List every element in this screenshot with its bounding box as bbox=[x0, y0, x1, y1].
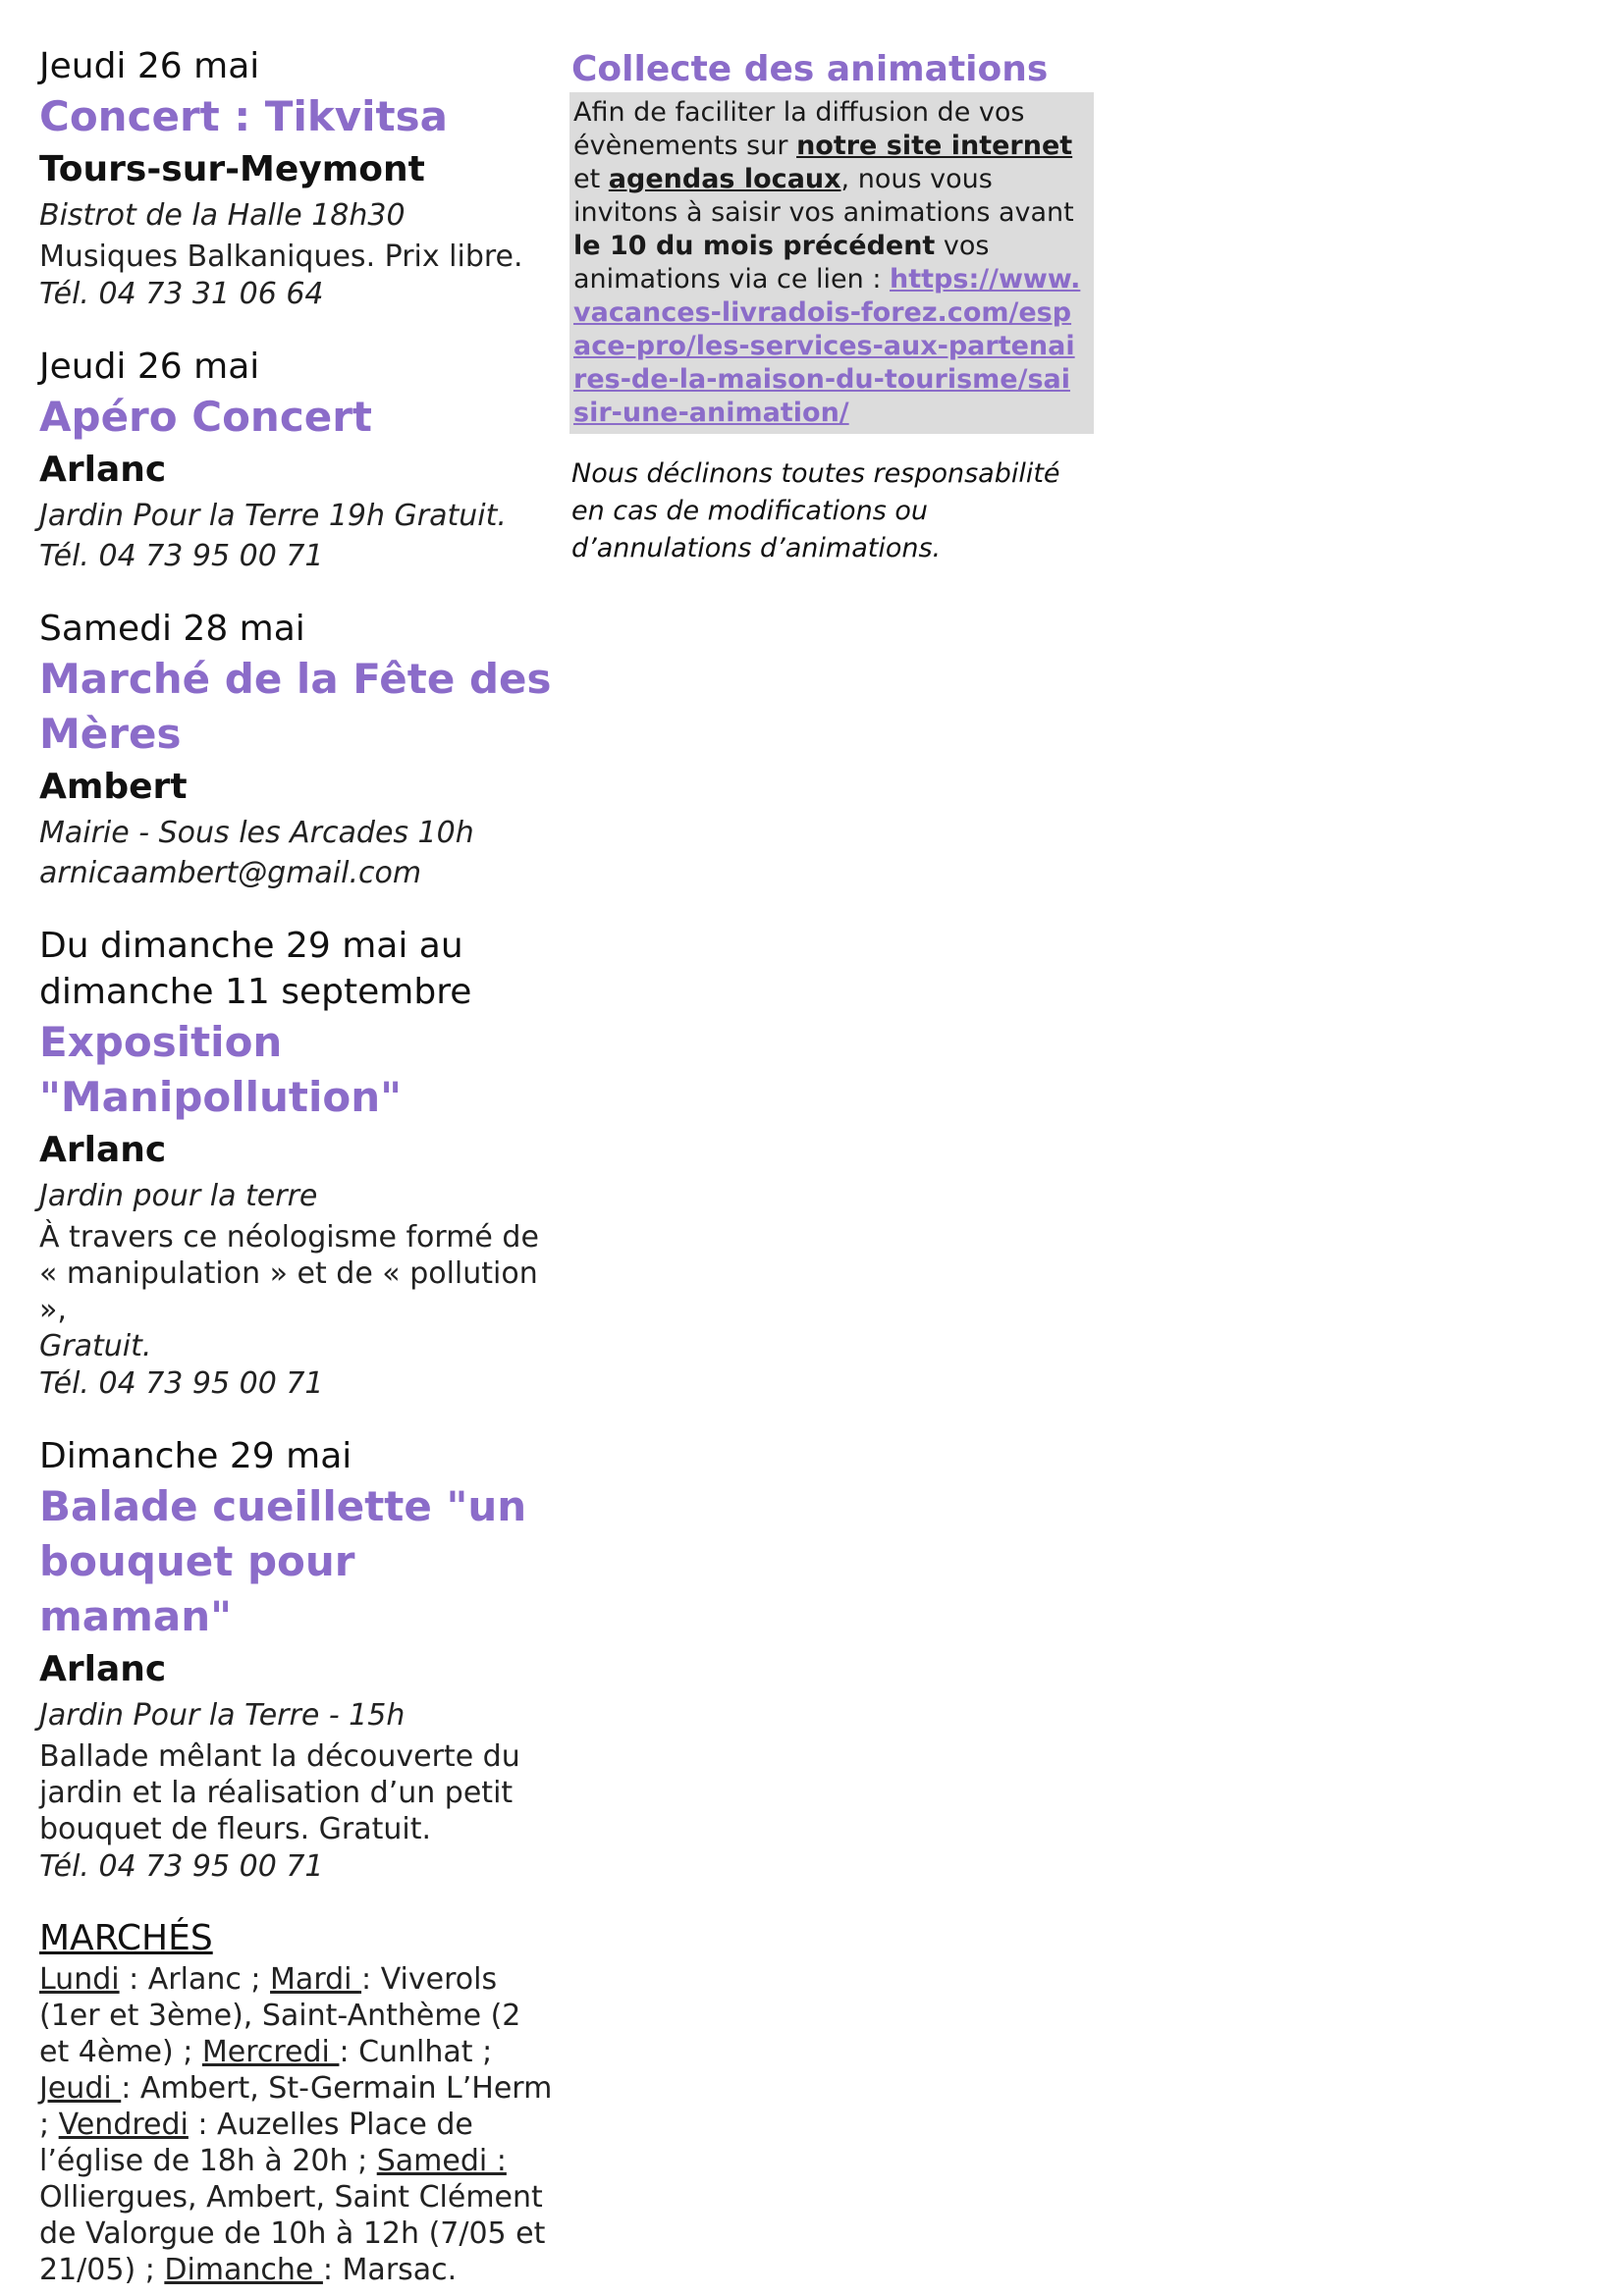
collect-text: , nous vous invitons à saisir vos animations avant bbox=[573, 164, 1074, 228]
market-day-friday: Vendredi bbox=[58, 2108, 189, 2142]
event-description: Ballade mêlant la découverte du jardin et la réalisation d’un petit bouquet de fleurs. Gratuit. bbox=[39, 1739, 520, 1846]
market-places-wednesday: : Cunlhat ; bbox=[339, 2035, 493, 2069]
event-item bbox=[39, 43, 560, 314]
event-phone: Tél. 04 73 95 00 71 bbox=[39, 1366, 324, 1401]
event-title: Concert : Tikvitsa bbox=[39, 92, 448, 140]
collect-text: vos animations via ce lien : bbox=[573, 231, 990, 294]
event-title: Balade cueillette "un bouquet pour maman" bbox=[39, 1482, 527, 1640]
event-date: Samedi 28 mai bbox=[39, 609, 305, 649]
market-places-thursday: : Ambert, St-Germain L’Herm ; bbox=[39, 2071, 553, 2142]
event-email[interactable]: arnicaambert@gmail.com bbox=[39, 856, 422, 890]
market-day-sunday: Dimanche bbox=[164, 2253, 323, 2287]
event-venue: Bistrot de la Halle 18h30 bbox=[39, 198, 406, 233]
events-column bbox=[39, 43, 560, 2288]
event-phone: Tél. 04 73 95 00 71 bbox=[39, 539, 324, 573]
event-item bbox=[39, 606, 560, 893]
event-location: Tours-sur-Meymont bbox=[39, 149, 425, 189]
event-venue: Jardin pour la terre bbox=[39, 1179, 318, 1213]
collect-box bbox=[569, 92, 1094, 434]
event-date: Du dimanche 29 mai au dimanche 11 septembre bbox=[39, 926, 472, 1012]
collect-text: et bbox=[573, 164, 609, 194]
event-location: Arlanc bbox=[39, 450, 167, 490]
event-venue: Mairie - Sous les Arcades 10h bbox=[39, 816, 474, 850]
markets-title: MARCHÉS bbox=[39, 1918, 213, 1958]
event-location: Arlanc bbox=[39, 1130, 167, 1170]
agendas-label: agendas locaux bbox=[608, 164, 841, 194]
event-date: Dimanche 29 mai bbox=[39, 1436, 352, 1476]
market-places-sunday: : Marsac. bbox=[322, 2253, 458, 2287]
event-title: Apéro Concert bbox=[39, 393, 372, 441]
event-phone: Tél. 04 73 95 00 71 bbox=[39, 1849, 324, 1884]
event-title: Marché de la Fête des Mères bbox=[39, 655, 552, 758]
info-column bbox=[571, 47, 1092, 567]
market-day-saturday: Samedi : bbox=[376, 2144, 507, 2178]
event-date: Jeudi 26 mai bbox=[39, 347, 260, 387]
market-day-tuesday: Mardi bbox=[270, 1962, 362, 1997]
market-day-monday: Lundi bbox=[39, 1962, 120, 1997]
event-venue: Jardin Pour la Terre - 15h bbox=[39, 1698, 406, 1733]
submit-event-link[interactable]: https://www.vacances-livradois-forez.com/espace-pro/les-services-aux-partenaires-de-la-maison-du-tourisme/saisir-une-animation/ bbox=[573, 264, 1081, 428]
market-day-thursday: Jeudi bbox=[39, 2071, 122, 2106]
event-description: Musiques Balkaniques. Prix libre. bbox=[39, 240, 523, 274]
collect-text: Afin de faciliter la diffusion de vos évènements sur bbox=[573, 97, 1025, 161]
disclaimer: Nous déclinons toutes responsabilité en cas de modifications ou d’annulations d’animations. bbox=[571, 458, 1060, 563]
event-location: Arlanc bbox=[39, 1649, 167, 1689]
event-date: Jeudi 26 mai bbox=[39, 46, 260, 86]
market-day-wednesday: Mercredi bbox=[201, 2035, 340, 2069]
market-places-tuesday: : Viverols (1er et 3ème), Saint-Anthème (2 et 4ème) ; bbox=[39, 1962, 521, 2069]
market-places-monday: : Arlanc ; bbox=[119, 1962, 271, 1997]
event-item bbox=[39, 1433, 560, 1887]
market-places-saturday: Olliergues, Ambert, Saint Clément de Valorgue de 10h à 12h (7/05 et 21/05) ; bbox=[39, 2180, 546, 2287]
event-phone: Tél. 04 73 31 06 64 bbox=[39, 277, 324, 311]
website-label: notre site internet bbox=[796, 131, 1073, 161]
event-item bbox=[39, 344, 560, 576]
event-location: Ambert bbox=[39, 767, 188, 807]
event-title: Exposition "Manipollution" bbox=[39, 1018, 403, 1121]
markets-section bbox=[39, 1916, 560, 2288]
event-venue: Jardin Pour la Terre 19h Gratuit. bbox=[39, 499, 507, 533]
collect-title: Collecte des animations bbox=[571, 49, 1049, 89]
event-description: À travers ce néologisme formé de « manipulation » et de « pollution », bbox=[39, 1220, 539, 1327]
deadline-label: le 10 du mois précédent bbox=[573, 231, 936, 261]
event-price: Gratuit. bbox=[39, 1329, 152, 1363]
event-item bbox=[39, 923, 560, 1404]
market-places-friday: : Auzelles Place de l’église de 18h à 20h ; bbox=[39, 2108, 473, 2178]
markets-text bbox=[39, 1961, 560, 2288]
